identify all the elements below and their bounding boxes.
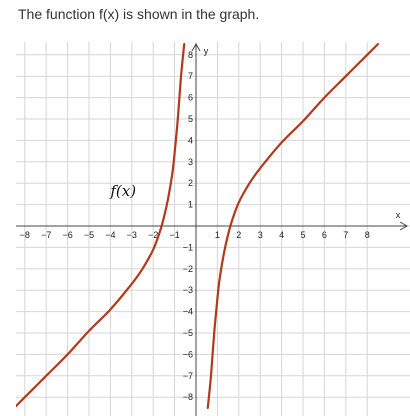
x-tick-label: −5 (83, 230, 95, 240)
x-tick-label: 6 (321, 230, 327, 240)
y-axis-label: y (203, 46, 209, 56)
y-tick-label: −8 (182, 392, 193, 403)
y-tick-label: −7 (182, 370, 193, 381)
y-tick-label: −5 (182, 328, 193, 338)
x-tick-label: 4 (279, 230, 285, 240)
x-tick-label: −1 (169, 230, 180, 240)
y-tick-label: −3 (182, 285, 193, 296)
x-tick-label: −7 (41, 230, 52, 240)
y-tick-label: 2 (187, 178, 193, 189)
x-axis-label: x (395, 210, 401, 220)
y-tick-label: −4 (182, 306, 193, 317)
x-tick-label: 7 (343, 230, 349, 240)
y-tick-label: −1 (182, 242, 193, 253)
x-tick-label: 1 (214, 230, 220, 240)
y-tick-label: 1 (187, 199, 193, 210)
y-tick-label: 4 (187, 135, 193, 146)
x-tick-label: 3 (257, 230, 263, 240)
x-tick-label: −2 (148, 230, 159, 240)
x-tick-label: −4 (105, 230, 116, 240)
function-graph (16, 42, 410, 416)
y-tick-label: 3 (187, 156, 193, 167)
y-tick-label: 6 (187, 92, 193, 103)
y-tick-label: 5 (187, 114, 193, 124)
function-label: f(x) (110, 182, 137, 201)
x-tick-label: 8 (364, 230, 370, 240)
y-tick-label: −2 (182, 263, 193, 274)
graph-panel (16, 42, 410, 416)
y-tick-label: 7 (187, 71, 193, 82)
x-tick-label: −6 (62, 230, 73, 240)
y-tick-label: −6 (182, 349, 193, 360)
x-tick-label: 2 (236, 230, 242, 240)
question-prompt: The function f(x) is shown in the graph. (18, 6, 260, 22)
x-tick-label: −8 (19, 230, 30, 240)
x-tick-label: 5 (300, 230, 306, 240)
x-tick-label: −3 (126, 230, 137, 240)
y-tick-label: 8 (187, 49, 193, 60)
